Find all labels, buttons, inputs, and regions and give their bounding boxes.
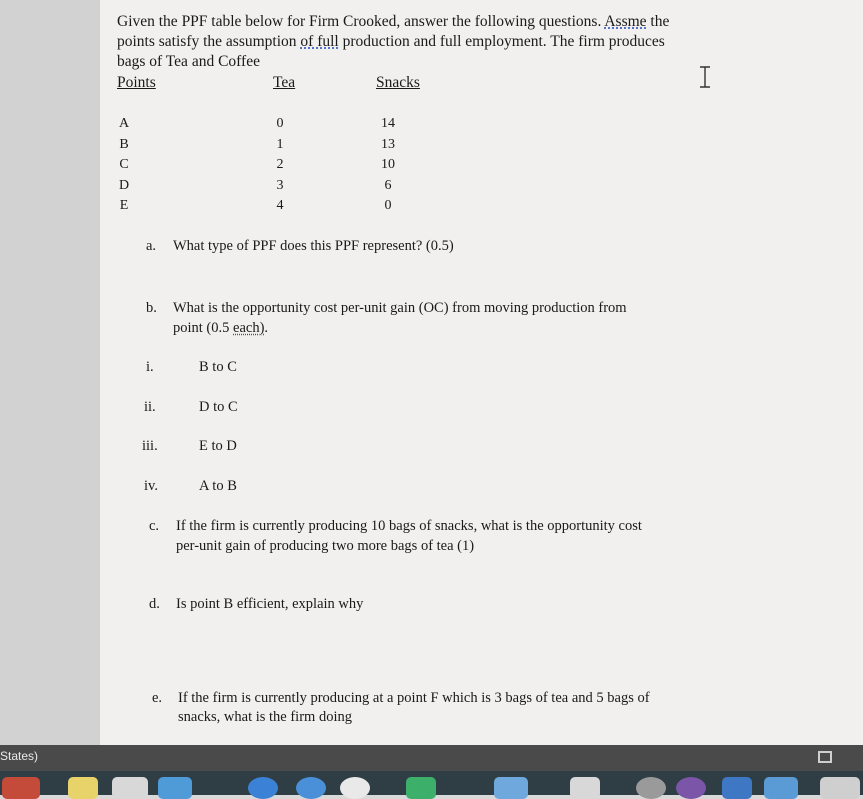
sub-item-i-marker: i.: [146, 359, 154, 375]
question-b-text-line-2-end: .: [264, 320, 269, 336]
question-a-text: What type of PPF does this PPF represent? (0.5): [173, 238, 454, 254]
dock-app-icon[interactable]: [636, 777, 666, 799]
question-e-marker: e.: [152, 690, 163, 706]
sub-item-ii-marker: ii.: [144, 399, 156, 415]
intro-line-2-text: points satisfy the assumption: [117, 33, 301, 50]
header-tea: Tea: [273, 74, 296, 91]
tea-value: 2: [276, 157, 284, 172]
tea-value: 0: [276, 116, 284, 131]
sub-item-ii-text: D to C: [199, 399, 238, 415]
dock-browser-icon[interactable]: [248, 777, 278, 799]
point-label: C: [119, 157, 129, 172]
question-d-marker: d.: [149, 596, 160, 612]
tea-value: 3: [276, 177, 284, 193]
question-b-text-line-2: [173, 318, 268, 338]
dock-numbers-icon[interactable]: [406, 777, 436, 799]
dock-app-icon[interactable]: [112, 777, 148, 799]
question-c-marker: c.: [149, 518, 160, 534]
header-points: Points: [117, 74, 156, 91]
document-page: [100, 0, 863, 745]
left-margin-strip: [0, 0, 100, 745]
dock-chrome-icon[interactable]: [340, 777, 370, 799]
intro-line-1-end: the: [646, 13, 670, 30]
view-mode-icon[interactable]: [818, 751, 832, 763]
intro-line-1-text: Given the PPF table below for Firm Crooked, answer the following questions.: [117, 13, 605, 30]
dock-app-icon[interactable]: [296, 777, 326, 799]
question-e-text-line-2: snacks, what is the firm doing: [178, 709, 352, 725]
misspelled-word-assme[interactable]: Assme: [604, 13, 647, 30]
snacks-value: 13: [381, 136, 395, 152]
sub-item-iv-marker: iv.: [144, 478, 158, 494]
point-label: A: [118, 116, 130, 131]
dock-app-icon[interactable]: [494, 777, 528, 799]
snacks-value: 14: [381, 116, 395, 131]
question-b-text-line-2-start: point (0.5: [173, 320, 234, 336]
question-a-marker: a.: [146, 238, 157, 254]
flagged-word-each[interactable]: each): [233, 320, 265, 336]
point-label: B: [119, 136, 129, 152]
tea-value: 1: [276, 136, 284, 152]
sub-item-iv-text: A to B: [199, 478, 237, 494]
question-b-marker: b.: [146, 300, 157, 316]
sub-item-iii-marker: iii.: [142, 438, 158, 454]
dock-app-icon[interactable]: [570, 777, 600, 799]
dock-finder-icon[interactable]: [820, 777, 860, 799]
dock: [0, 771, 863, 795]
intro-line-2-end: production and full employment. The firm produces: [338, 33, 665, 50]
intro-line-1: [117, 12, 669, 32]
snacks-value: 6: [384, 177, 392, 193]
question-c-text-line-1: If the firm is currently producing 10 bags of snacks, what is the opportunity cost: [176, 518, 642, 534]
sub-item-iii-text: E to D: [199, 438, 237, 454]
question-d-text: Is point B efficient, explain why: [176, 596, 364, 612]
intro-line-2: [117, 32, 665, 52]
header-snacks: Snacks: [376, 74, 420, 91]
dock-word-icon[interactable]: [722, 777, 752, 799]
flagged-phrase-of-full[interactable]: of full: [300, 33, 339, 50]
question-e-text-line-1: If the firm is currently producing at a point F which is 3 bags of tea and 5 bags of: [178, 690, 650, 706]
points-column: [115, 114, 133, 217]
point-label: D: [118, 177, 130, 193]
status-bar-language-label: States): [0, 749, 39, 763]
dock-app-icon[interactable]: [158, 777, 192, 799]
dock-app-icon[interactable]: [2, 777, 40, 799]
sub-item-i-text: B to C: [199, 359, 237, 375]
snacks-column: [376, 114, 400, 217]
dock-notes-icon[interactable]: [68, 777, 98, 799]
snacks-value: 10: [381, 157, 395, 172]
point-label: E: [119, 198, 129, 213]
question-c-text-line-2: per-unit gain of producing two more bags of tea (1): [176, 538, 475, 554]
snacks-value: 0: [384, 198, 392, 213]
text-cursor-icon: [698, 66, 712, 88]
dock-app-icon[interactable]: [764, 777, 798, 799]
dock-app-icon[interactable]: [676, 777, 706, 799]
tea-column: [272, 114, 288, 217]
question-b-text-line-1: What is the opportunity cost per-unit gain (OC) from moving production from: [173, 300, 627, 316]
status-bar: [0, 745, 863, 771]
intro-line-3: bags of Tea and Coffee: [117, 53, 260, 70]
tea-value: 4: [276, 198, 284, 213]
